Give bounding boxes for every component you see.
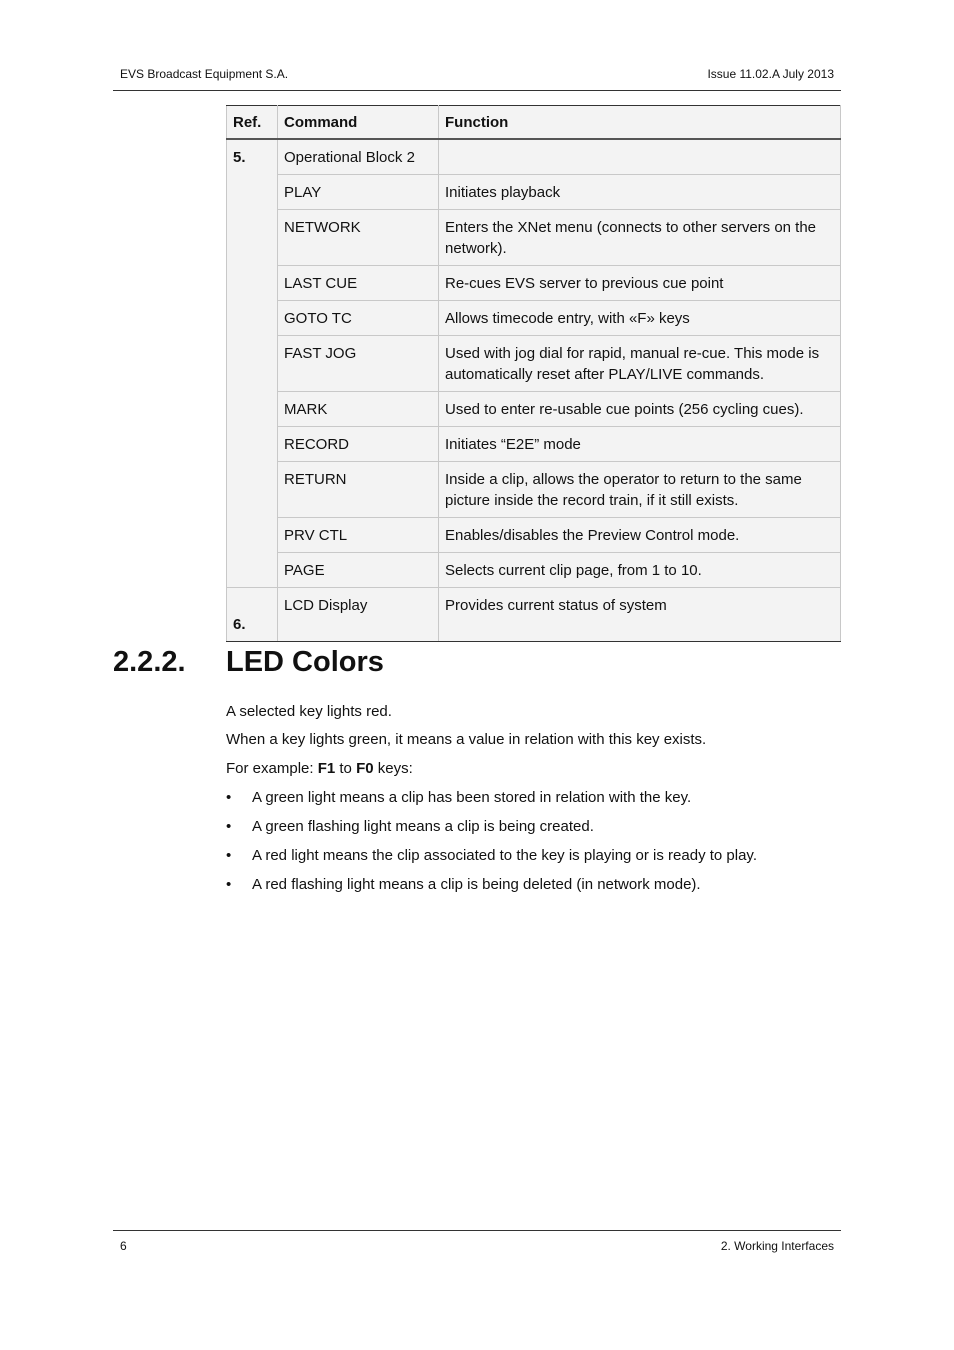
command-cell: LAST CUE	[278, 266, 439, 301]
command-cell: RETURN	[278, 462, 439, 518]
section-title: LED Colors	[226, 646, 384, 678]
bullet-text: A green flashing light means a clip is being created.	[252, 818, 594, 835]
bullet-marker: •	[226, 818, 232, 835]
bullet-text: A red light means the clip associated to the key is playing or is ready to play.	[252, 847, 757, 864]
example-mid: to	[335, 760, 357, 777]
function-cell: Provides current status of system	[439, 588, 841, 642]
bullet-marker: •	[226, 789, 232, 806]
function-cell: Re-cues EVS server to previous cue point	[439, 266, 841, 301]
function-cell: Initiates playback	[439, 175, 841, 210]
function-cell: Enters the XNet menu (connects to other servers on the network).	[439, 210, 841, 266]
bullet-text: A green light means a clip has been stored in relation with the key.	[252, 789, 692, 806]
function-cell: Inside a clip, allows the operator to return to the same picture inside the record train, if it still exists.	[439, 462, 841, 518]
table-row	[227, 139, 841, 175]
header-command: Command	[278, 106, 439, 140]
table-header-row	[227, 106, 841, 140]
function-cell	[439, 139, 841, 175]
table-row	[227, 427, 841, 462]
header-ref: Ref.	[227, 106, 278, 140]
page-footer	[113, 1230, 841, 1260]
command-cell: PLAY	[278, 175, 439, 210]
command-cell: Operational Block 2	[278, 139, 439, 175]
example-prefix: For example:	[226, 760, 318, 777]
paragraph-selected-key: A selected key lights red.	[226, 703, 392, 720]
function-cell: Enables/disables the Preview Control mode.	[439, 518, 841, 553]
footer-chapter: 2. Working Interfaces	[720, 1239, 834, 1253]
example-key-f0: F0	[356, 760, 374, 777]
header-issue: Issue 11.02.A July 2013	[707, 67, 834, 81]
example-key-f1: F1	[317, 760, 336, 777]
table-row	[227, 301, 841, 336]
ref-6: 6.	[227, 588, 278, 642]
ref-5: 5.	[227, 139, 278, 588]
table-row	[227, 266, 841, 301]
command-cell: MARK	[278, 392, 439, 427]
section-number: 2.2.2.	[113, 646, 186, 678]
command-cell: PRV CTL	[278, 518, 439, 553]
function-cell: Selects current clip page, from 1 to 10.	[439, 553, 841, 588]
command-cell: PAGE	[278, 553, 439, 588]
table-row	[227, 518, 841, 553]
paragraph-green-key: When a key lights green, it means a value in relation with this key exists.	[226, 731, 707, 748]
command-cell: GOTO TC	[278, 301, 439, 336]
command-cell: FAST JOG	[278, 336, 439, 392]
command-cell: LCD Display	[278, 588, 439, 642]
table-row	[227, 462, 841, 518]
function-cell: Used with jog dial for rapid, manual re-cue. This mode is automatically reset after PLAY/LIVE commands.	[439, 336, 841, 392]
header-company: EVS Broadcast Equipment S.A.	[120, 67, 289, 81]
command-table	[226, 105, 841, 642]
example-suffix: keys:	[373, 760, 413, 777]
table-row	[227, 336, 841, 392]
table-row	[227, 588, 841, 642]
function-cell: Used to enter re-usable cue points (256 cycling cues).	[439, 392, 841, 427]
table-row	[227, 553, 841, 588]
table-row	[227, 392, 841, 427]
header-function: Function	[439, 106, 841, 140]
table-row	[227, 175, 841, 210]
function-cell: Initiates “E2E” mode	[439, 427, 841, 462]
paragraph-example	[226, 760, 413, 777]
command-cell: RECORD	[278, 427, 439, 462]
bullet-marker: •	[226, 876, 232, 893]
page-number: 6	[120, 1239, 127, 1253]
table-row	[227, 210, 841, 266]
function-cell: Allows timecode entry, with «F» keys	[439, 301, 841, 336]
bullet-text: A red flashing light means a clip is being deleted (in network mode).	[252, 876, 701, 893]
bullet-marker: •	[226, 847, 232, 864]
page-header	[113, 64, 841, 91]
command-cell: NETWORK	[278, 210, 439, 266]
